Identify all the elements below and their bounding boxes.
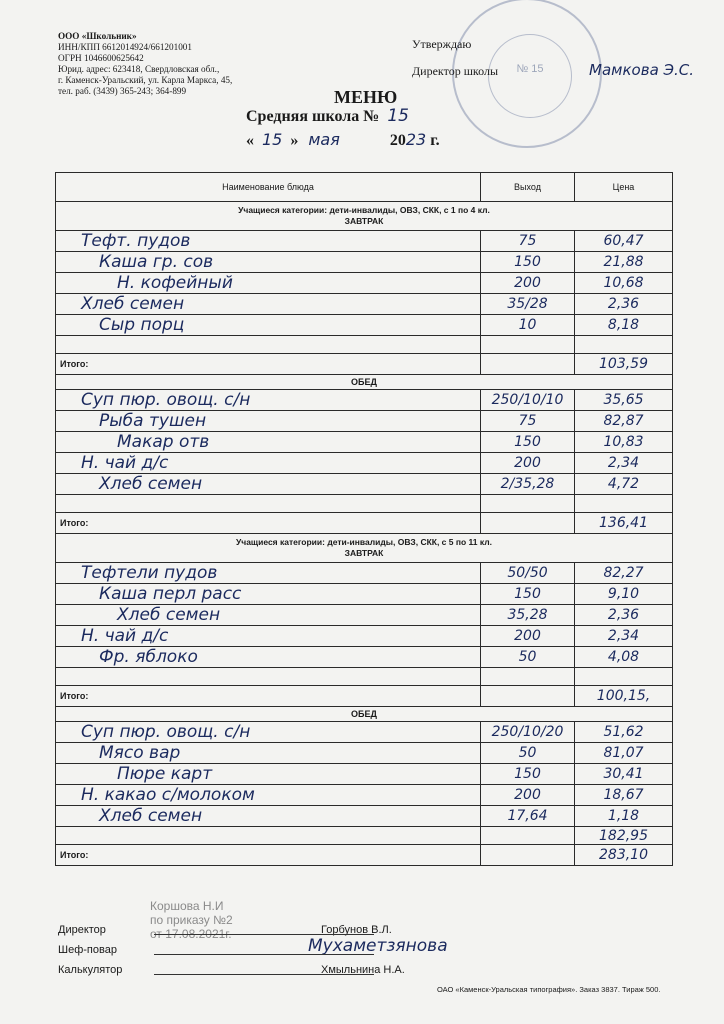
table-row: [56, 390, 673, 411]
table-row: [56, 764, 673, 785]
dish-price: 51,62: [575, 722, 673, 743]
dish-output: 200: [481, 626, 575, 647]
table-row: [56, 474, 673, 495]
total-empty-cell: [481, 513, 575, 534]
dish-output: 35/28: [481, 294, 575, 315]
meal-heading: [56, 375, 673, 390]
dish-output: 150: [481, 252, 575, 273]
dish-output: 17,64: [481, 806, 575, 827]
meal-heading-row: [56, 375, 673, 390]
calculator-name: Хмыльнина Н.А.: [321, 964, 405, 976]
table-row: [56, 605, 673, 626]
dish-output: 150: [481, 584, 575, 605]
category-title: Учащиеся категории: дети-инвалиды, ОВЗ, СКК, с 1 по 4 кл.: [238, 205, 490, 215]
menu-date: « 15 » мая 2023 г.: [246, 130, 440, 149]
dish-name: Пюре карт: [56, 764, 481, 785]
director-label: Директор: [58, 924, 106, 936]
menu-table: [55, 172, 673, 866]
dish-name: Рыба тушен: [56, 411, 481, 432]
table-row: [56, 668, 673, 686]
meal-heading-row: [56, 534, 673, 563]
dish-output: 200: [481, 785, 575, 806]
dish-price: [575, 668, 673, 686]
meal-name: ОБЕД: [351, 709, 377, 719]
table-row: [56, 563, 673, 584]
total-value: 283,10: [575, 845, 673, 866]
table-row: [56, 336, 673, 354]
total-row: [56, 513, 673, 534]
org-inn: ИНН/КПП 6612014924/661201001: [58, 42, 192, 52]
total-label: Итого:: [56, 845, 481, 866]
dish-output: 10: [481, 315, 575, 336]
total-value: 100,15,: [575, 686, 673, 707]
dish-name: [56, 827, 481, 845]
total-row: [56, 354, 673, 375]
dish-price: 35,65: [575, 390, 673, 411]
column-header-name: Наименование блюда: [56, 173, 481, 202]
dish-output: 250/10/10: [481, 390, 575, 411]
dish-output: [481, 336, 575, 354]
dish-price: 4,08: [575, 647, 673, 668]
total-empty-cell: [481, 686, 575, 707]
dish-name: Н. какао с/молоком: [56, 785, 481, 806]
dish-output: [481, 827, 575, 845]
date-year: 23: [405, 130, 427, 149]
total-label: Итого:: [56, 513, 481, 534]
table-header-row: [56, 173, 673, 202]
org-ogrn: ОГРН 1046600625642: [58, 53, 144, 63]
dish-output: [481, 668, 575, 686]
total-value: 103,59: [575, 354, 673, 375]
table-row: [56, 315, 673, 336]
dish-price: 10,83: [575, 432, 673, 453]
page-title: МЕНЮ: [334, 87, 398, 107]
dish-name: Каша гр. сов: [56, 252, 481, 273]
meal-heading: [56, 534, 673, 563]
table-row: [56, 252, 673, 273]
total-value: 136,41: [575, 513, 673, 534]
table-row: [56, 743, 673, 764]
calculator-label: Калькулятор: [58, 964, 123, 976]
director-row: [58, 920, 392, 940]
org-address-line2: г. Каменск-Уральский, ул. Карла Маркса, 45,: [58, 75, 233, 85]
dish-name: [56, 668, 481, 686]
date-day: 15: [262, 130, 283, 149]
dish-output: 50/50: [481, 563, 575, 584]
approval-block: [412, 36, 694, 79]
table-row: [56, 411, 673, 432]
dish-price: 18,67: [575, 785, 673, 806]
dish-price: 2,34: [575, 453, 673, 474]
meal-heading: [56, 707, 673, 722]
dish-price: 2,36: [575, 605, 673, 626]
dish-output: 200: [481, 273, 575, 294]
dish-price: 4,72: [575, 474, 673, 495]
table-row: [56, 647, 673, 668]
column-header-price: Цена: [575, 173, 673, 202]
dish-output: [481, 495, 575, 513]
calculator-row: [58, 960, 405, 980]
meal-name: ЗАВТРАК: [344, 216, 384, 226]
dish-price: 1,18: [575, 806, 673, 827]
total-row: [56, 686, 673, 707]
dish-name: Тефт. пудов: [56, 231, 481, 252]
chef-row: [58, 936, 448, 960]
table-row: [56, 785, 673, 806]
dish-name: Суп пюр. овощ. с/н: [56, 722, 481, 743]
school-label: Средняя школа №: [246, 108, 380, 125]
table-row: [56, 806, 673, 827]
dish-name: Н. кофейный: [56, 273, 481, 294]
table-row: [56, 231, 673, 252]
dish-output: 50: [481, 647, 575, 668]
faint-stamp: Коршова Н.И по приказу №2 от 17.08.2021г.: [150, 899, 233, 941]
dish-name: Н. чай д/с: [56, 626, 481, 647]
dish-name: Н. чай д/с: [56, 453, 481, 474]
meal-heading-row: [56, 707, 673, 722]
total-empty-cell: [481, 845, 575, 866]
total-empty-cell: [481, 354, 575, 375]
dish-name: Хлеб семен: [56, 294, 481, 315]
dish-name: [56, 336, 481, 354]
dish-output: 75: [481, 231, 575, 252]
seal-number: № 15: [516, 63, 544, 75]
table-row: [56, 584, 673, 605]
approval-label: Утверждаю: [412, 37, 472, 51]
meal-heading: [56, 202, 673, 231]
print-footer: ОАО «Каменск-Уральская типография». Заказ 3837. Тираж 500.: [437, 985, 661, 994]
dish-output: 250/10/20: [481, 722, 575, 743]
dish-name: Суп пюр. овощ. с/н: [56, 390, 481, 411]
director-signature: Мамкова Э.С.: [589, 61, 695, 79]
approval-director-label: Директор школы: [412, 64, 499, 78]
dish-name: Тефтели пудов: [56, 563, 481, 584]
dish-output: 200: [481, 453, 575, 474]
dish-name: Фр. яблоко: [56, 647, 481, 668]
table-row: [56, 294, 673, 315]
dish-price: 21,88: [575, 252, 673, 273]
dish-output: 150: [481, 432, 575, 453]
dish-output: 50: [481, 743, 575, 764]
table-row: [56, 273, 673, 294]
school-line: [246, 106, 409, 126]
total-row: [56, 845, 673, 866]
table-row: [56, 495, 673, 513]
org-address-line1: Юрид. адрес: 623418, Свердловская обл.,: [58, 64, 220, 74]
chef-signature: Мухаметзянова: [308, 936, 448, 956]
dish-price: 182,95: [575, 827, 673, 845]
dish-name: Хлеб семен: [56, 806, 481, 827]
org-phone: тел. раб. (3439) 365-243; 364-899: [58, 86, 187, 96]
director-name: Горбунов В.Л.: [321, 924, 392, 936]
dish-price: 8,18: [575, 315, 673, 336]
org-name: ООО «Школьник»: [58, 31, 137, 41]
organization-info: [58, 31, 232, 97]
chef-label: Шеф-повар: [58, 944, 117, 956]
table-row: [56, 827, 673, 845]
dish-price: 2,36: [575, 294, 673, 315]
column-header-output: Выход: [481, 173, 575, 202]
meal-name: ОБЕД: [351, 377, 377, 387]
dish-price: [575, 495, 673, 513]
table-row: [56, 432, 673, 453]
dish-name: Макар отв: [56, 432, 481, 453]
date-month: мая: [308, 130, 340, 149]
dish-name: Сыр порц: [56, 315, 481, 336]
table-row: [56, 453, 673, 474]
dish-name: [56, 495, 481, 513]
dish-price: 60,47: [575, 231, 673, 252]
dish-price: 10,68: [575, 273, 673, 294]
dish-output: 150: [481, 764, 575, 785]
category-title: Учащиеся категории: дети-инвалиды, ОВЗ, СКК, с 5 по 11 кл.: [235, 537, 493, 547]
table-row: [56, 722, 673, 743]
dish-price: 2,34: [575, 626, 673, 647]
dish-price: 9,10: [575, 584, 673, 605]
meal-name: ЗАВТРАК: [344, 548, 384, 558]
total-label: Итого:: [56, 686, 481, 707]
dish-output: 35,28: [481, 605, 575, 626]
meal-heading-row: [56, 202, 673, 231]
dish-output: 75: [481, 411, 575, 432]
dish-name: Каша перл расс: [56, 584, 481, 605]
dish-name: Хлеб семен: [56, 605, 481, 626]
table-row: [56, 626, 673, 647]
dish-output: 2/35,28: [481, 474, 575, 495]
dish-price: [575, 336, 673, 354]
dish-price: 82,87: [575, 411, 673, 432]
dish-price: 82,27: [575, 563, 673, 584]
dish-name: Мясо вар: [56, 743, 481, 764]
dish-price: 30,41: [575, 764, 673, 785]
school-number: 15: [387, 106, 409, 126]
dish-price: 81,07: [575, 743, 673, 764]
total-label: Итого:: [56, 354, 481, 375]
dish-name: Хлеб семен: [56, 474, 481, 495]
